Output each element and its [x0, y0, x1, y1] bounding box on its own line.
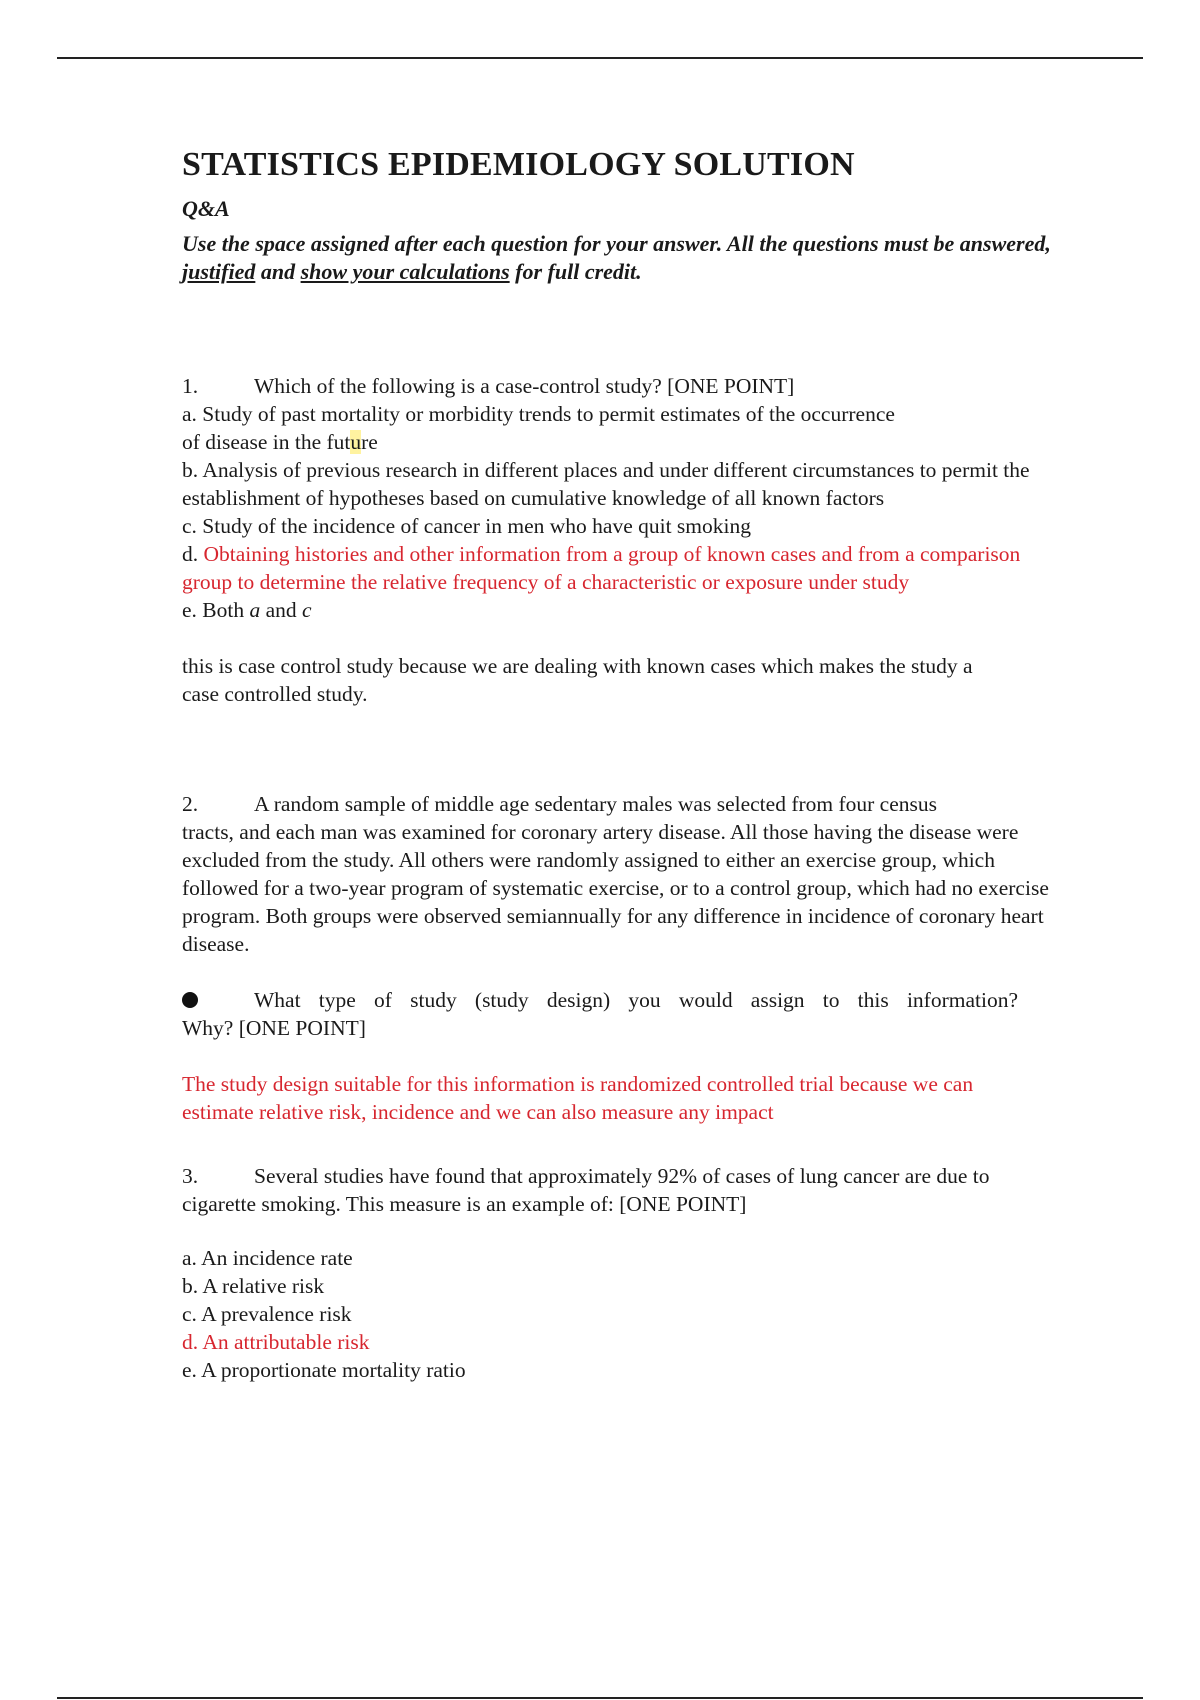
question-2-bullet-line2: Why? [ONE POINT] [182, 1016, 366, 1040]
question-3-option-c: c. A prevalence risk [182, 1302, 352, 1326]
question-2-prompt [182, 790, 1092, 818]
question-2-bullet-text: What type of study (study design) you would assign to this information? [254, 988, 1018, 1012]
question-2-number: 2. [182, 792, 199, 816]
question-2-text-rest: tracts, and each man was examined for coronary artery disease. All those having the disease were excluded from the study. All others were randomly assigned to either an exercise group, which followed for a two-year program of systematic exercise, or to a control group, which had no exercise program. Both groups were observed semiannually for any difference in incidence of coronary heart disease. [182, 820, 1049, 956]
question-3-prompt [182, 1162, 1092, 1190]
option-e-c: c [302, 598, 312, 622]
question-3-option-e: e. A proportionate mortality ratio [182, 1358, 466, 1382]
question-3-option-a: a. An incidence rate [182, 1246, 353, 1270]
question-2 [182, 790, 1092, 1126]
instructions [182, 230, 1082, 286]
question-2-bullet-line1 [182, 986, 1018, 1014]
question-3-text-first: Several studies have found that approximately 92% of cases of lung cancer are due to [254, 1164, 990, 1188]
instructions-underline-calculations: show your calculations [300, 259, 510, 284]
document-subtitle: Q&A [182, 196, 230, 221]
instructions-underline-justified: justified [182, 259, 256, 284]
option-e-and: and [260, 598, 303, 622]
question-1 [182, 372, 1092, 708]
question-1-text: Which of the following is a case-control study? [ONE POINT] [254, 374, 795, 398]
question-3-option-b: b. A relative risk [182, 1274, 325, 1298]
question-3-text-rest: cigarette smoking. This measure is an example of: [ONE POINT] [182, 1192, 747, 1216]
question-3-number: 3. [182, 1164, 199, 1188]
question-1-option-d [182, 540, 1027, 596]
question-1-number: 1. [182, 374, 199, 398]
question-1-answer: this is case control study because we are dealing with known cases which makes the study a case controlled study. [182, 654, 973, 706]
instructions-text-1: Use the space assigned after each question for your answer. All the questions must be answered, [182, 231, 1051, 256]
bottom-rule [57, 1697, 1143, 1699]
instructions-text-3: for full credit. [509, 259, 642, 284]
question-1-option-c: c. Study of the incidence of cancer in men who have quit smoking [182, 514, 751, 538]
question-1-option-a-line1: a. Study of past mortality or morbidity trends to permit estimates of the occurrence [182, 402, 895, 426]
top-rule [57, 57, 1143, 59]
option-e-prefix: e. Both [182, 598, 250, 622]
question-1-option-e [182, 596, 1092, 624]
question-2-text-first: A random sample of middle age sedentary males was selected from four census [254, 792, 938, 816]
question-1-option-a-line2 [182, 428, 1092, 456]
question-1-prompt [182, 372, 1092, 400]
option-a-line2-post: re [361, 430, 378, 454]
option-d-prefix: d. [182, 542, 204, 566]
document-title: STATISTICS EPIDEMIOLOGY SOLUTION [182, 146, 855, 183]
question-1-option-b: b. Analysis of previous research in different places and under different circumstances to permit the establishment of hypotheses based on cumulative knowledge of all known factors [182, 458, 1030, 510]
option-a-line2-pre: of disease in the fut [182, 430, 351, 454]
option-e-a: a [249, 598, 261, 622]
question-3-option-d: d. An attributable risk [182, 1330, 370, 1354]
option-a-highlight: u [350, 430, 362, 454]
question-3 [182, 1162, 1092, 1384]
bullet-icon [182, 992, 198, 1008]
question-2-answer: The study design suitable for this information is randomized controlled trial because we can estimate relative risk, incidence and we can also measure any impact [182, 1072, 974, 1124]
option-d-answer-text: Obtaining histories and other information from a group of known cases and from a comparison group to determine the relative frequency of a characteristic or exposure under study [182, 542, 1021, 594]
instructions-text-2: and [255, 259, 301, 284]
